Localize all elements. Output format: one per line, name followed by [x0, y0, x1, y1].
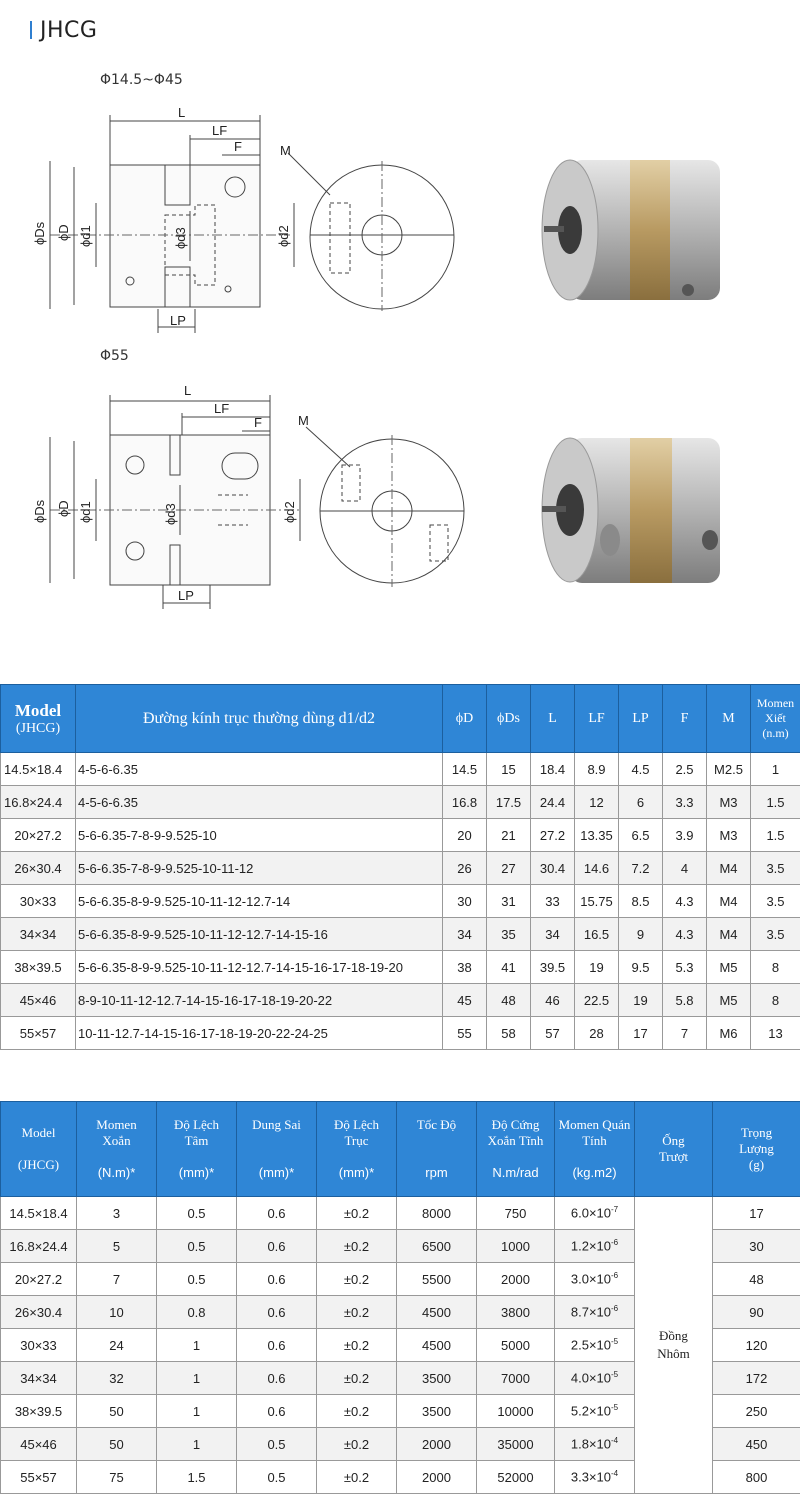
header-torque: Momen Xoắn (N.m)* [77, 1102, 157, 1197]
leader-M [288, 153, 330, 195]
label-d3: ϕd3 [173, 227, 188, 249]
label-d1-2: ϕd1 [78, 501, 93, 523]
header-model: Model (JHCG) [1, 685, 76, 753]
table-row: 45×46 50 1 0.5 ±0.2 2000 35000 $1.8\times 10^{-4}$ 450 [1, 1428, 800, 1461]
header-Ds: ϕDs [487, 685, 531, 753]
table-row: 16.8×24.4 4-5-6-6.35 16.8 17.5 24.4 12 6 3.3 M3 1.5 [1, 786, 800, 819]
title-accent-bar [30, 21, 32, 39]
performance-table-header [1, 1102, 800, 1197]
label-F: F [234, 139, 242, 154]
table-row: 38×39.5 5-6-6.35-8-9-9.525-10-11-12-12.7-14-15-16-17-18-19-20 38 41 39.5 19 9.5 5.3 M5 8 [1, 951, 800, 984]
table-row: 30×33 5-6-6.35-8-9-9.525-10-11-12-12.7-14 30 31 33 15.75 8.5 4.3 M4 3.5 [1, 885, 800, 918]
label-M-2: M [298, 413, 309, 428]
label-LP: LP [170, 313, 186, 328]
table-row: 55×57 10-11-12.7-14-15-16-17-18-19-20-22-24-25 55 58 57 28 17 7 M6 13 [1, 1017, 800, 1050]
table-row: 34×34 32 1 0.6 ±0.2 3500 7000 $4.0\times 10^{-5}$ 172 [1, 1362, 800, 1395]
header-tolerance: Dung Sai (mm)* [237, 1102, 317, 1197]
table-row: 45×46 8-9-10-11-12-12.7-14-15-16-17-18-19-20-22 45 48 46 22.5 19 5.8 M5 8 [1, 984, 800, 1017]
table-row: 16.8×24.4 5 0.5 0.6 ±0.2 6500 1000 $1.2\times 10^{-6}$ 30 [1, 1230, 800, 1263]
label-d1: ϕd1 [78, 225, 93, 247]
large-range-label: Φ55 [100, 348, 129, 364]
header-F: F [663, 685, 707, 753]
table-row: 14.5×18.4 3 0.5 0.6 ±0.2 8000 750 $6.0\times 10^{-7}$ Đồng Nhôm 17 [1, 1197, 800, 1230]
label-Ds: ϕDs [32, 221, 47, 245]
header-sleeve: Ống Trượt [635, 1102, 713, 1197]
table-row: 26×30.4 10 0.8 0.6 ±0.2 4500 3800 $8.7\times 10^{-6}$ 90 [1, 1296, 800, 1329]
header-LP: LP [619, 685, 663, 753]
header-M: M [707, 685, 751, 753]
table-row: 26×30.4 5-6-6.35-7-8-9-9.525-10-11-12 26 27 30.4 14.6 7.2 4 M4 3.5 [1, 852, 800, 885]
header-LF: LF [575, 685, 619, 753]
table-row: 34×34 5-6-6.35-8-9-9.525-10-11-12-12.7-14-15-16 34 35 34 16.5 9 4.3 M4 3.5 [1, 918, 800, 951]
label-LF: LF [212, 123, 228, 138]
label-LP-2: LP [178, 588, 194, 603]
header-eccentricity: Độ Lệch Tâm (mm)* [157, 1102, 237, 1197]
small-range-label: Φ14.5~Φ45 [100, 72, 183, 88]
coupling-drawing-small [30, 95, 490, 335]
label-D: ϕD [56, 224, 71, 241]
table-row: 38×39.5 50 1 0.6 ±0.2 3500 10000 $5.2\times 10^{-5}$ 250 [1, 1395, 800, 1428]
table-row: 55×57 75 1.5 0.5 ±0.2 2000 52000 $3.3\times 10^{-4}$ 800 [1, 1461, 800, 1494]
label-F-2: F [254, 415, 262, 430]
table-row: 30×33 24 1 0.6 ±0.2 4500 5000 $2.5\times 10^{-5}$ 120 [1, 1329, 800, 1362]
label-M: M [280, 143, 291, 158]
label-LF-2: LF [214, 401, 230, 416]
performance-table [0, 1101, 800, 1494]
header-stiffness: Độ Cứng Xoắn Tĩnh N.m/rad [477, 1102, 555, 1197]
coupling-drawing-large [30, 375, 490, 615]
label-d3-2: ϕd3 [163, 503, 178, 525]
label-d2: ϕd2 [276, 225, 291, 247]
header-weight: Trọng Lượng (g) [713, 1102, 800, 1197]
sleeve-material: Đồng Nhôm [635, 1197, 713, 1494]
dimension-table-header [1, 685, 800, 753]
table-row: 20×27.2 5-6-6.35-7-8-9-9.525-10 20 21 27.2 13.35 6.5 3.9 M3 1.5 [1, 819, 800, 852]
header-inertia: Momen Quán Tính (kg.m2) [555, 1102, 635, 1197]
header-speed: Tốc Độ rpm [397, 1102, 477, 1197]
header-model-2: Model (JHCG) [1, 1102, 77, 1197]
header-D: ϕD [443, 685, 487, 753]
header-tightening-torque: Momen Xiết (n.m) [751, 685, 800, 753]
coupling-photo-large [530, 430, 740, 600]
coupling-photo-small [530, 150, 740, 320]
label-L: L [178, 105, 186, 120]
label-d2-2: ϕd2 [282, 501, 297, 523]
table-row: 20×27.2 7 0.5 0.6 ±0.2 5500 2000 $3.0\times 10^{-6}$ 48 [1, 1263, 800, 1296]
label-Ds-2: ϕDs [32, 499, 47, 523]
title-text: JHCG [40, 18, 98, 43]
label-L-2: L [184, 383, 192, 398]
table-row: 14.5×18.4 4-5-6-6.35 14.5 15 18.4 8.9 4.5 2.5 M2.5 1 [1, 753, 800, 786]
page-title [30, 18, 97, 43]
label-D-2: ϕD [56, 500, 71, 517]
dimension-table [0, 684, 800, 1050]
header-axial-offset: Độ Lệch Trục (mm)* [317, 1102, 397, 1197]
header-diameters: Đường kính trục thường dùng d1/d2 [76, 685, 443, 753]
header-L: L [531, 685, 575, 753]
